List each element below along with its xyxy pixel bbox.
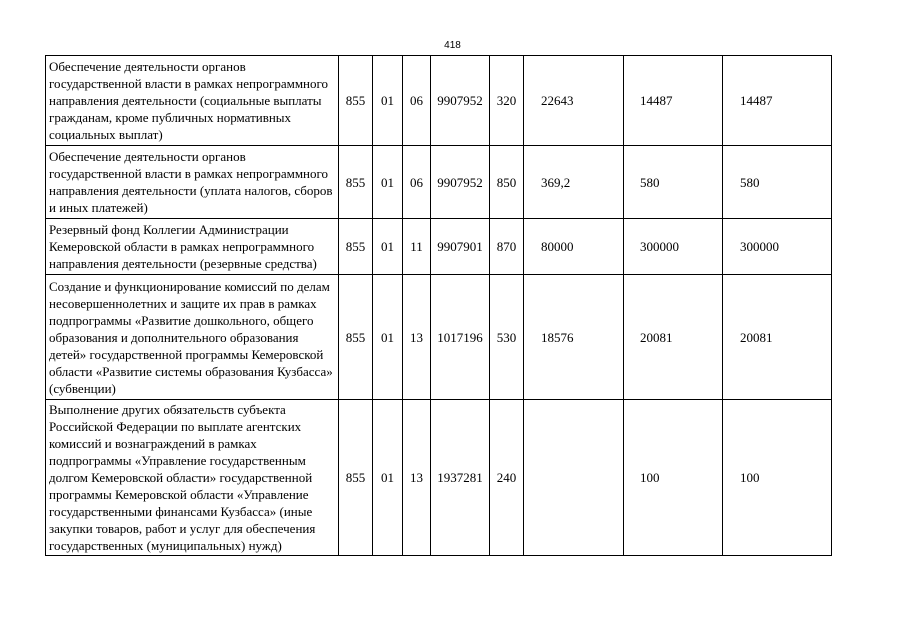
row-description: Обеспечение деятельности органов государственной власти в рамках непрограммного направления деятельности (уплата налогов, сборов и иных платежей) bbox=[46, 146, 339, 219]
expense-type-code: 240 bbox=[490, 400, 524, 556]
amount-3: 14487 bbox=[723, 56, 832, 146]
section-code: 01 bbox=[373, 146, 403, 219]
row-description: Выполнение других обязательств субъекта Российской Федерации по выплате агентских комиссий и вознаграждений в рамках подпрограммы «Управление государственным долгом Кемеровской области» государственной программы Кемеровской области «Управление государственными финансами Кузбасса» (иные закупки товаров, работ и услуг для обеспечения государственных (муниципальных) нужд) bbox=[46, 400, 339, 556]
target-article-code: 9907901 bbox=[431, 219, 490, 275]
row-description: Резервный фонд Коллегии Администрации Кемеровской области в рамках непрограммного направления деятельности (резервные средства) bbox=[46, 219, 339, 275]
ministry-code: 855 bbox=[339, 275, 373, 400]
amount-1: 80000 bbox=[524, 219, 624, 275]
target-article-code: 1017196 bbox=[431, 275, 490, 400]
ministry-code: 855 bbox=[339, 219, 373, 275]
amount-2: 20081 bbox=[624, 275, 723, 400]
amount-2: 14487 bbox=[624, 56, 723, 146]
ministry-code: 855 bbox=[339, 56, 373, 146]
section-code: 01 bbox=[373, 275, 403, 400]
amount-1: 18576 bbox=[524, 275, 624, 400]
subsection-code: 13 bbox=[403, 400, 431, 556]
expense-type-code: 850 bbox=[490, 146, 524, 219]
expense-type-code: 870 bbox=[490, 219, 524, 275]
section-code: 01 bbox=[373, 400, 403, 556]
budget-table bbox=[45, 55, 832, 556]
page-number: 418 bbox=[444, 40, 461, 51]
subsection-code: 06 bbox=[403, 146, 431, 219]
row-description: Обеспечение деятельности органов государственной власти в рамках непрограммного направления деятельности (социальные выплаты гражданам, кроме публичных нормативных социальных выплат) bbox=[46, 56, 339, 146]
amount-2: 580 bbox=[624, 146, 723, 219]
amount-1: 22643 bbox=[524, 56, 624, 146]
table-row bbox=[46, 275, 832, 400]
subsection-code: 06 bbox=[403, 56, 431, 146]
table-row bbox=[46, 400, 832, 556]
amount-3: 20081 bbox=[723, 275, 832, 400]
amount-3: 300000 bbox=[723, 219, 832, 275]
subsection-code: 11 bbox=[403, 219, 431, 275]
amount-1 bbox=[524, 400, 624, 556]
amount-2: 300000 bbox=[624, 219, 723, 275]
section-code: 01 bbox=[373, 56, 403, 146]
amount-3: 580 bbox=[723, 146, 832, 219]
table-row bbox=[46, 56, 832, 146]
table-row bbox=[46, 219, 832, 275]
expense-type-code: 320 bbox=[490, 56, 524, 146]
table-row bbox=[46, 146, 832, 219]
amount-1: 369,2 bbox=[524, 146, 624, 219]
target-article-code: 9907952 bbox=[431, 146, 490, 219]
target-article-code: 9907952 bbox=[431, 56, 490, 146]
target-article-code: 1937281 bbox=[431, 400, 490, 556]
amount-2: 100 bbox=[624, 400, 723, 556]
section-code: 01 bbox=[373, 219, 403, 275]
row-description: Создание и функционирование комиссий по делам несовершеннолетних и защите их прав в рамках подпрограммы «Развитие дошкольного, общего образования и дополнительного образования детей» государственной программы Кемеровской области «Развитие системы образования Кузбасса» (субвенции) bbox=[46, 275, 339, 400]
amount-3: 100 bbox=[723, 400, 832, 556]
ministry-code: 855 bbox=[339, 400, 373, 556]
subsection-code: 13 bbox=[403, 275, 431, 400]
expense-type-code: 530 bbox=[490, 275, 524, 400]
ministry-code: 855 bbox=[339, 146, 373, 219]
